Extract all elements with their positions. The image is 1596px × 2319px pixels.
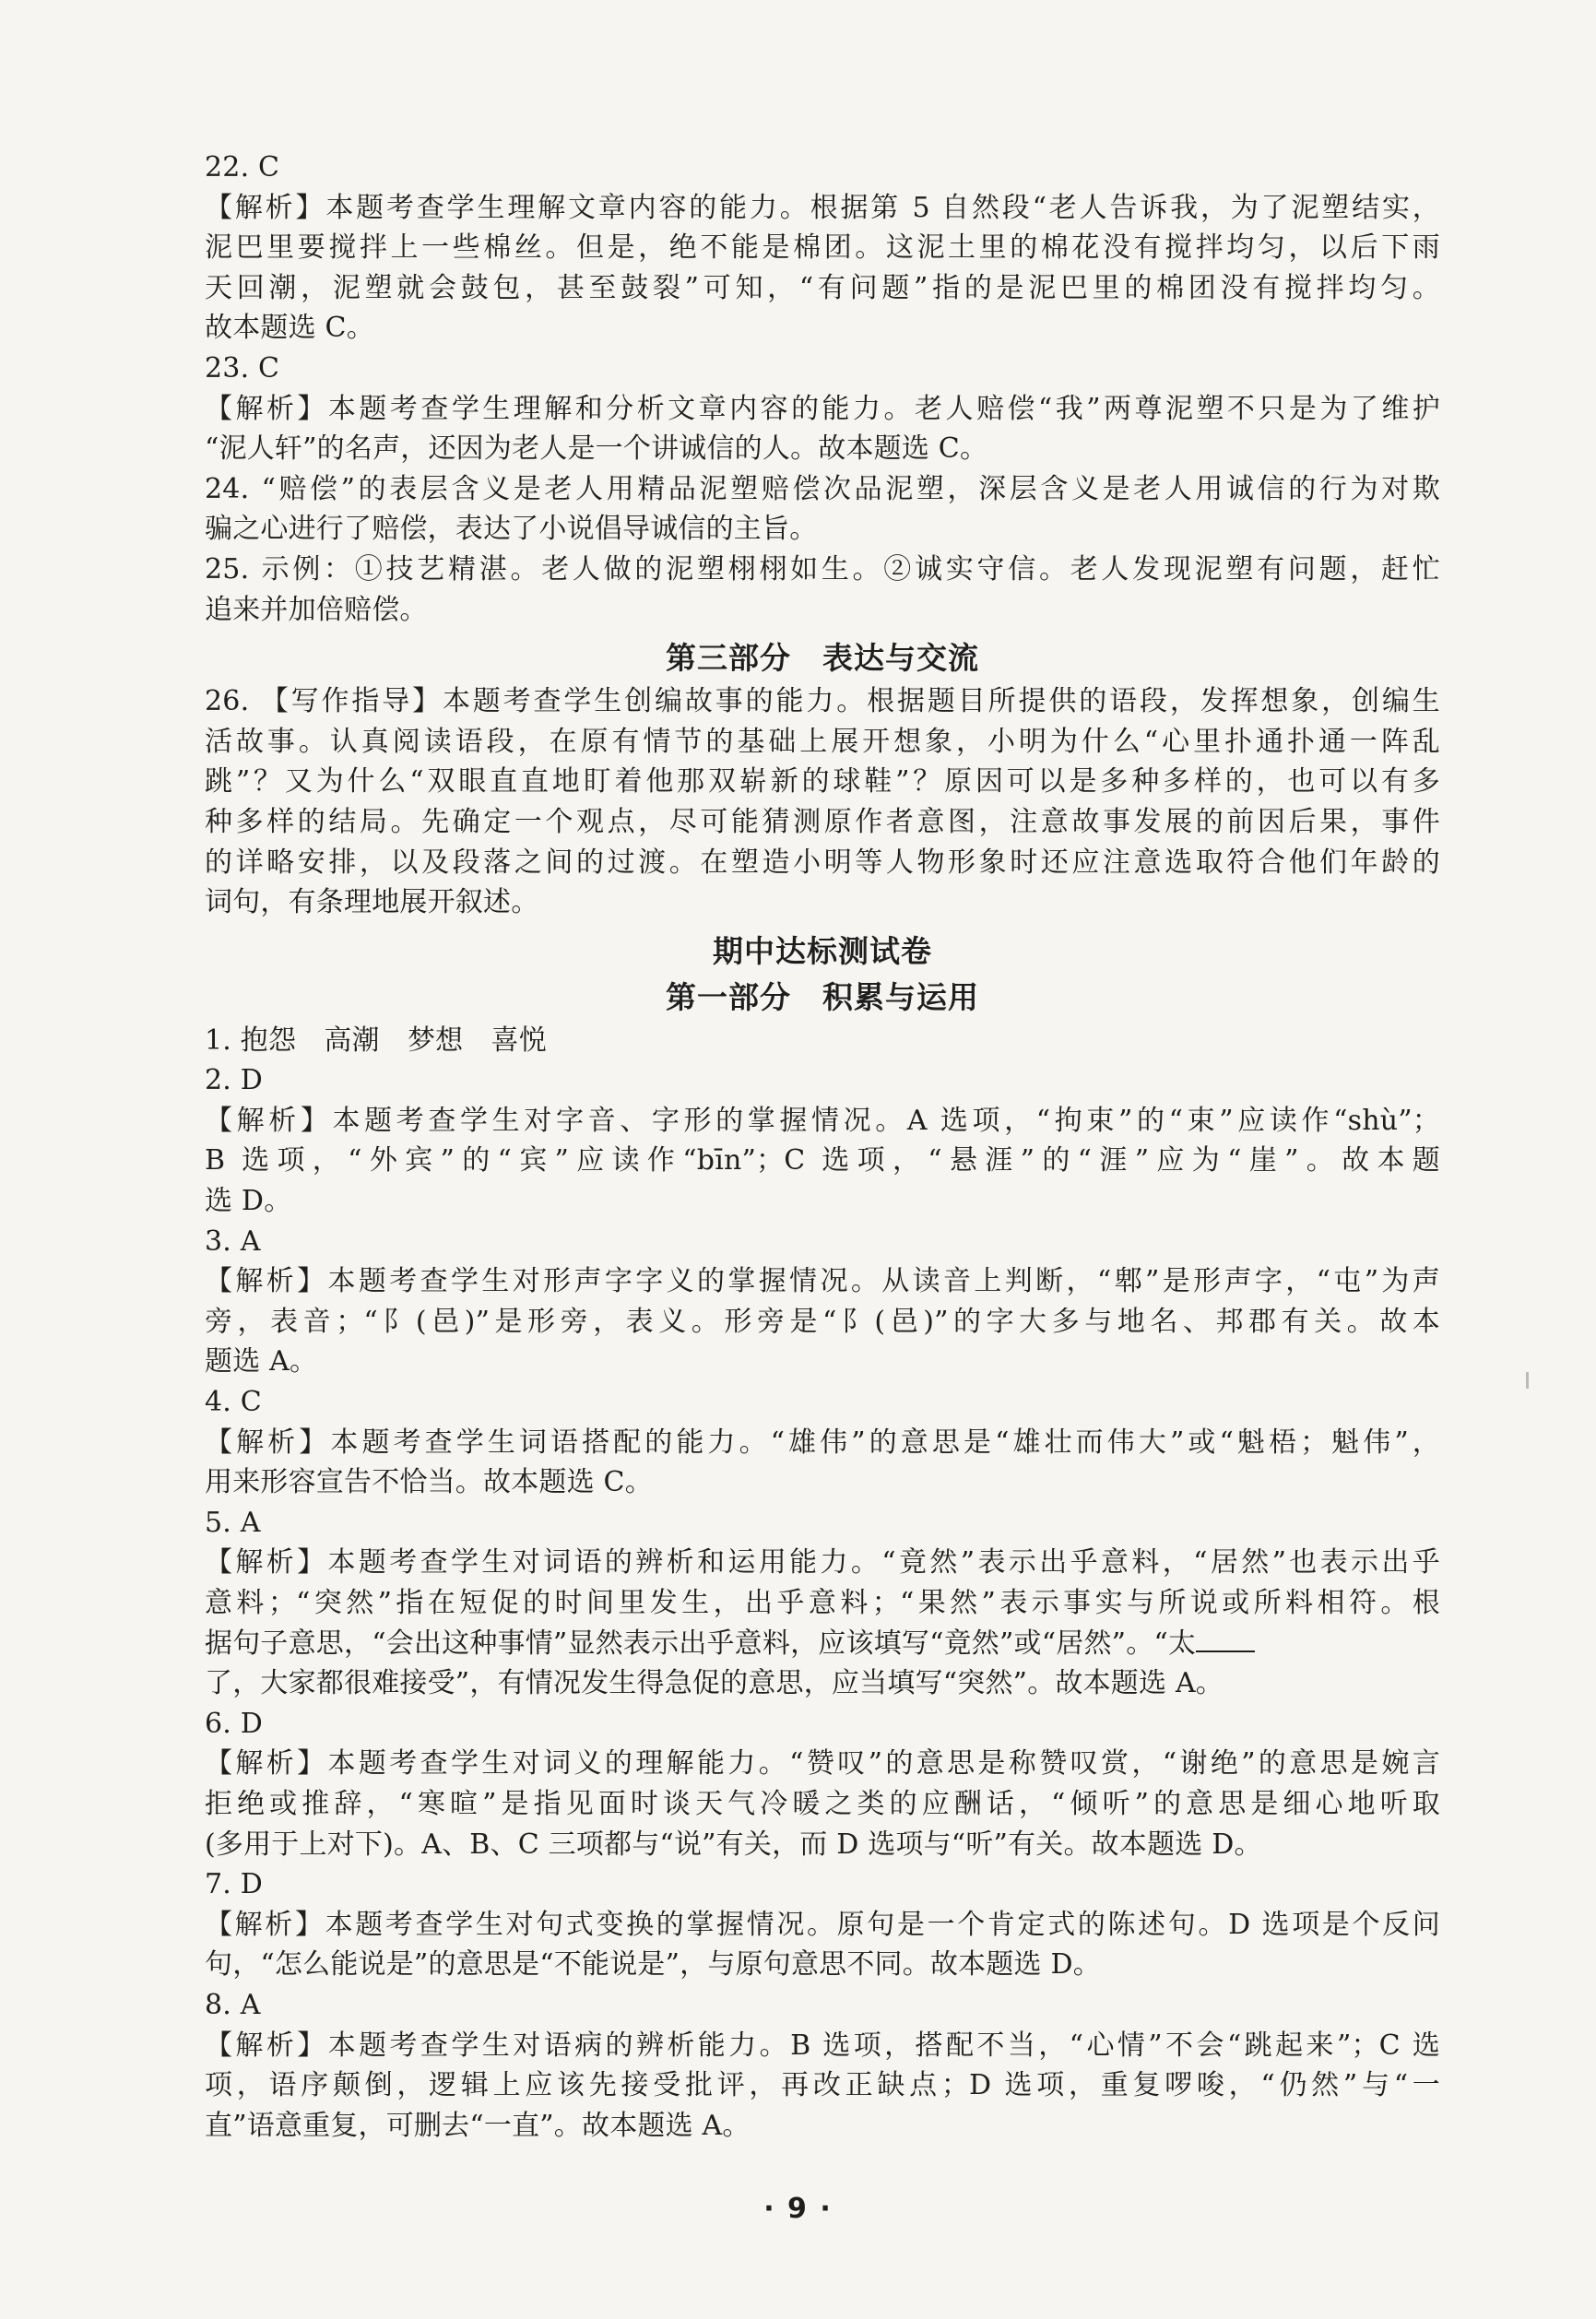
answer-26-line: 种多样的结局。先确定一个观点，尽可能猜测原作者意图，注意故事发展的前因后果，事件: [205, 805, 1440, 838]
section-heading-part1: 第一部分 积累与运用: [666, 978, 979, 1015]
answer-25-line: 25. 示例：①技艺精湛。老人做的泥塑栩栩如生。②诚实守信。老人发现泥塑有问题，赶忙: [205, 552, 1440, 586]
answer-8: 8. A: [205, 1988, 261, 2021]
answer-23: 23. C: [205, 351, 280, 385]
fill-blank: [1196, 1627, 1255, 1652]
page-number: · 9 ·: [763, 2193, 833, 2225]
analysis-23-line: “泥人轩”的名声，还因为老人是一个讲诚信的人。故本题选 C。: [205, 432, 988, 466]
analysis-5-line: [205, 1624, 1440, 1664]
analysis-23-line: 【解析】本题考查学生理解和分析文章内容的能力。老人赔偿“我”两尊泥塑不只是为了维护: [205, 392, 1440, 425]
analysis-3-line: 【解析】本题考查学生对形声字字义的掌握情况。从读音上判断，“郫”是形声字，“屯”为声: [205, 1265, 1440, 1298]
answer-6: 6. D: [205, 1707, 264, 1740]
analysis-3-line: 旁，表音；“阝(邑)”是形旁，表义。形旁是“阝(邑)”的字大多与地名、邦郡有关。故本: [205, 1305, 1440, 1338]
analysis-6-line: (多用于上对下)。A、B、C 三项都与“说”有关，而 D 选项与“听”有关。故本题选 D。: [205, 1828, 1262, 1861]
answer-2: 2. D: [205, 1064, 264, 1097]
analysis-22-line: 天回潮，泥塑就会鼓包，甚至鼓裂”可知，“有问题”指的是泥巴里的棉团没有搅拌均匀。: [205, 271, 1440, 304]
answer-26-line: 26. 【写作指导】本题考查学生创编故事的能力。根据题目所提供的语段，发挥想象，创编生: [205, 685, 1440, 718]
analysis-7-line: 句，“怎么能说是”的意思是“不能说是”，与原句意思不同。故本题选 D。: [205, 1948, 1101, 1982]
answer-5: 5. A: [205, 1506, 261, 1539]
analysis-22-line: 故本题选 C。: [205, 312, 374, 345]
answer-1: 1. 抱怨 高潮 梦想 喜悦: [205, 1023, 547, 1057]
answer-4: 4. C: [205, 1386, 262, 1419]
analysis-5-text: 据句子意思，“会出这种事情”显然表示出乎意料，应该填写“竟然”或“居然”。“太: [205, 1627, 1197, 1660]
analysis-5-line: 【解析】本题考查学生对词语的辨析和运用能力。“竟然”表示出乎意料，“居然”也表示出乎: [205, 1546, 1440, 1580]
analysis-6-line: 【解析】本题考查学生对词义的理解能力。“赞叹”的意思是称赞叹赏，“谢绝”的意思是婉言: [205, 1747, 1440, 1781]
analysis-7-line: 【解析】本题考查学生对句式变换的掌握情况。原句是一个肯定式的陈述句。D 选项是个反问: [205, 1908, 1440, 1941]
analysis-8-line: 直”语意重复，可删去“一直”。故本题选 A。: [205, 2109, 751, 2142]
analysis-5-line: 意料；“突然”指在短促的时间里发生，出乎意料；“果然”表示事实与所说或所料相符。根: [205, 1587, 1440, 1619]
answer-7: 7. D: [205, 1868, 264, 1901]
answer-22: 22. C: [205, 151, 280, 183]
analysis-4-line: 【解析】本题考查学生词语搭配的能力。“雄伟”的意思是“雄壮而伟大”或“魁梧；魁伟”，: [205, 1426, 1440, 1459]
answer-3: 3. A: [205, 1225, 261, 1258]
exam-title: 期中达标测试卷: [713, 932, 932, 969]
analysis-2-line: 选 D。: [205, 1185, 292, 1218]
answer-25-line: 追来并加倍赔偿。: [205, 593, 428, 626]
analysis-22-line: 泥巴里要搅拌上一些棉丝。但是，绝不能是棉团。这泥土里的棉花没有搅拌均匀，以后下雨: [205, 231, 1440, 265]
analysis-5-line: 了，大家都很难接受”，有情况发生得急促的意思，应当填写“突然”。故本题选 A。: [205, 1667, 1224, 1700]
analysis-2-line: 【解析】本题考查学生对字音、字形的掌握情况。A 选项，“拘束”的“束”应读作“shù”；: [205, 1104, 1440, 1137]
answer-24-line: 骗之心进行了赔偿，表达了小说倡导诚信的主旨。: [205, 513, 818, 546]
margin-mark: [1526, 1372, 1529, 1389]
answer-26-line: 的详略安排，以及段落之间的过渡。在塑造小明等人物形象时还应注意选取符合他们年龄的: [205, 846, 1440, 879]
answer-26-line: 词句，有条理地展开叙述。: [205, 886, 539, 919]
analysis-6-line: 拒绝或推辞，“寒暄”是指见面时谈天气冷暖之类的应酬话，“倾听”的意思是细心地听取: [205, 1787, 1440, 1820]
analysis-2-line: B 选项，“外宾”的“宾”应读作“bīn”；C 选项，“悬涯”的“涯”应为“崖”。故本题: [205, 1144, 1440, 1177]
section-heading-part3: 第三部分 表达与交流: [666, 640, 979, 677]
analysis-22-line: 【解析】本题考查学生理解文章内容的能力。根据第 5 自然段“老人告诉我，为了泥塑结实，: [205, 191, 1440, 224]
analysis-8-line: 【解析】本题考查学生对语病的辨析能力。B 选项，搭配不当，“心情”不会“跳起来”；C 选: [205, 2029, 1440, 2062]
analysis-3-line: 题选 A。: [205, 1345, 318, 1378]
answer-24-line: 24. “赔偿”的表层含义是老人用精品泥塑赔偿次品泥塑，深层含义是老人用诚信的行为对欺: [205, 472, 1440, 505]
answer-26-line: 活故事。认真阅读语段，在原有情节的基础上展开想象，小明为什么“心里扑通扑通一阵乱: [205, 725, 1440, 758]
document-body: [205, 148, 1440, 2146]
analysis-8-line: 项，语序颠倒，逻辑上应该先接受批评，再改正缺点；D 选项，重复啰唆，“仍然”与“一: [205, 2069, 1440, 2102]
answer-26-line: 跳”？又为什么“双眼直直地盯着他那双崭新的球鞋”？原因可以是多种多样的，也可以有多: [205, 765, 1440, 799]
analysis-4-line: 用来形容宣告不恰当。故本题选 C。: [205, 1466, 653, 1499]
